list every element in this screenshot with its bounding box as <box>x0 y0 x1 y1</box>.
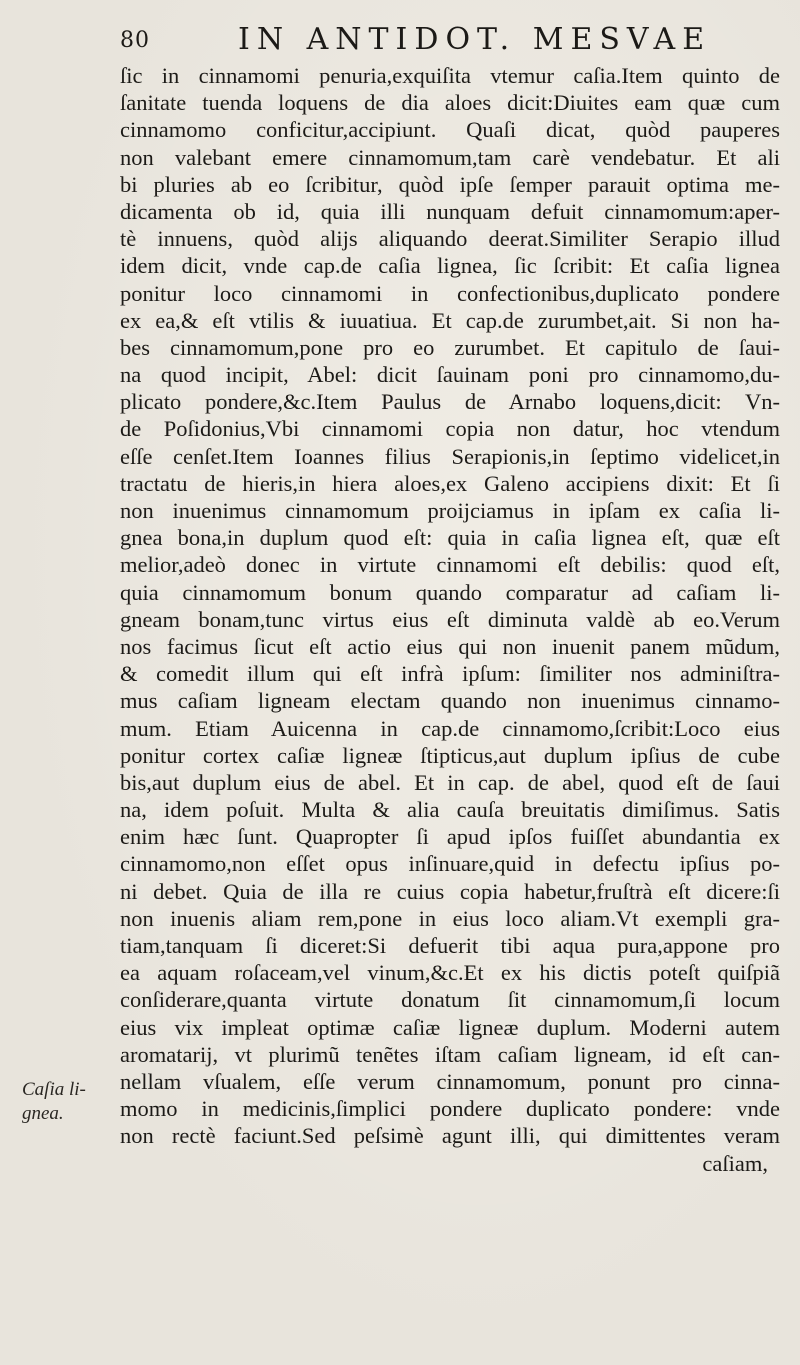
text-line: ea aquam roſaceam,vel vinum,&c.Et ex his dictis poteſt quiſpiã <box>120 960 780 986</box>
page-header <box>120 22 760 58</box>
text-line: bis,aut duplum eius de abel. Et in cap. de abel, quod eſt de ſaui <box>120 769 780 795</box>
text-line: non inuenimus cinnamomum proijciamus in ipſam ex caſia li- <box>120 498 780 523</box>
text-line: eius vix impleat optimæ caſiæ ligneæ duplum. Moderni autem <box>120 1014 780 1040</box>
text-line: ex ea,& eſt vtilis & iuuatiua. Et cap.de zurumbet,ait. Si non ha- <box>120 307 780 333</box>
text-line: bi pluries ab eo ſcribitur, quòd ipſe ſemper parauit optima me- <box>120 171 780 197</box>
text-line: ſanitate tuenda loquens de dia aloes dicit:Diuites eam quæ cum <box>120 90 780 116</box>
marginal-note <box>22 1078 86 1126</box>
text-line: nellam vſualem, eſſe verum cinnamomum, ponunt pro cinna- <box>120 1068 780 1094</box>
text-line: mum. Etiam Auicenna in cap.de cinnamomo,ſcribit:Loco eius <box>120 715 780 741</box>
text-line: bes cinnamomum,pone pro eo zurumbet. Et capitulo de ſaui- <box>120 334 780 360</box>
text-line: aromatarij, vt plurimũ tenẽtes iſtam caſiam ligneam, id eſt can- <box>120 1041 780 1067</box>
text-line: & comedit illum qui eſt infrà ipſum: ſimiliter nos adminiſtra- <box>120 661 780 687</box>
page-number: 80 <box>120 28 150 53</box>
text-line: ſic in cinnamomi penuria,exquiſita vtemur caſia.Item quinto de <box>120 63 780 88</box>
text-line: non rectè faciunt.Sed peſsimè agunt illi, qui dimittentes veram <box>120 1123 780 1149</box>
text-line: na, idem poſuit. Multa & alia cauſa breuitatis dimiſimus. Satis <box>120 797 780 823</box>
text-line: ponitur cortex caſiæ ligneæ ſtipticus,aut duplum ipſius de cube <box>120 742 780 768</box>
text-line: eſſe cenſet.Item Ioannes filius Serapionis,in ſeptimo videlicet,in <box>120 443 780 469</box>
text-line: de Poſidonius,Vbi cinnamomi copia non datur, hoc vtendum <box>120 416 780 442</box>
text-line: melior,adeò donec in virtute cinnamomi eſt debilis: quod eſt, <box>120 552 780 578</box>
text-line: tiam,tanquam ſi diceret:Si defuerit tibi aqua pura,appone pro <box>120 933 780 958</box>
text-line: quia cinnamomum bonum quando comparatur ad caſiam li- <box>120 579 780 605</box>
body-text <box>120 62 780 1177</box>
text-line: enim hæc ſunt. Quapropter ſi apud ipſos fuiſſet abundantia ex <box>120 824 780 850</box>
text-line: plicato pondere,&c.Item Paulus de Arnabo loquens,dicit: Vn- <box>120 389 780 415</box>
text-line: non inuenis aliam rem,pone in eius loco aliam.Vt exempli gra- <box>120 905 780 931</box>
text-line: idem dicit, vnde cap.de caſia lignea, ſic ſcribit: Et caſia lignea <box>120 253 780 279</box>
text-line: tè innuens, quòd alijs aliquando deerat.Similiter Serapio illud <box>120 226 780 252</box>
text-line: mus caſiam ligneam electam quando non inuenimus cinnamo- <box>120 688 780 714</box>
text-line: conſiderare,quanta virtute donatum ſit cinnamomum,ſi locum <box>120 987 780 1013</box>
marginal-note-line: Caſia li- <box>22 1079 86 1100</box>
text-line: cinnamomo conficitur,accipiunt. Quaſi dicat, quòd pauperes <box>120 117 780 143</box>
text-line: dicamenta ob id, quia illi nunquam defuit cinnamomum:aper- <box>120 198 780 224</box>
text-line: nos facimus ſicut eſt actio eius qui non inuenit panem mũdum, <box>120 633 780 659</box>
text-line: ni debet. Quia de illa re cuius copia habetur,fruſtrà eſt dicere:ſi <box>120 878 780 904</box>
text-line-catchword: caſiam, <box>702 1150 768 1176</box>
text-line: na quod incipit, Abel: dicit ſauinam poni pro cinnamomo,du- <box>120 362 780 388</box>
text-line: momo in medicinis,ſimplici pondere duplicato pondere: vnde <box>120 1096 780 1122</box>
text-line: gnea bona,in duplum quod eſt: quia in caſia lignea eſt, quæ eſt <box>120 525 780 551</box>
text-line: gneam bonam,tunc virtus eius eſt diminuta valdè ab eo.Verum <box>120 606 780 632</box>
text-line: ponitur loco cinnamomi in confectionibus,duplicato pondere <box>120 280 780 306</box>
text-line: tractatu de hieris,in hiera aloes,ex Galeno accipiens dixit: Et ſi <box>120 470 780 496</box>
text-line: cinnamomo,non eſſet opus inſinuare,quid in defectu ipſius po- <box>120 851 780 877</box>
marginal-note-line: gnea. <box>22 1103 64 1124</box>
text-line: non valebant emere cinnamomum,tam carè vendebatur. Et ali <box>120 144 780 170</box>
running-title: IN ANTIDOT. MESVAE <box>238 22 712 57</box>
